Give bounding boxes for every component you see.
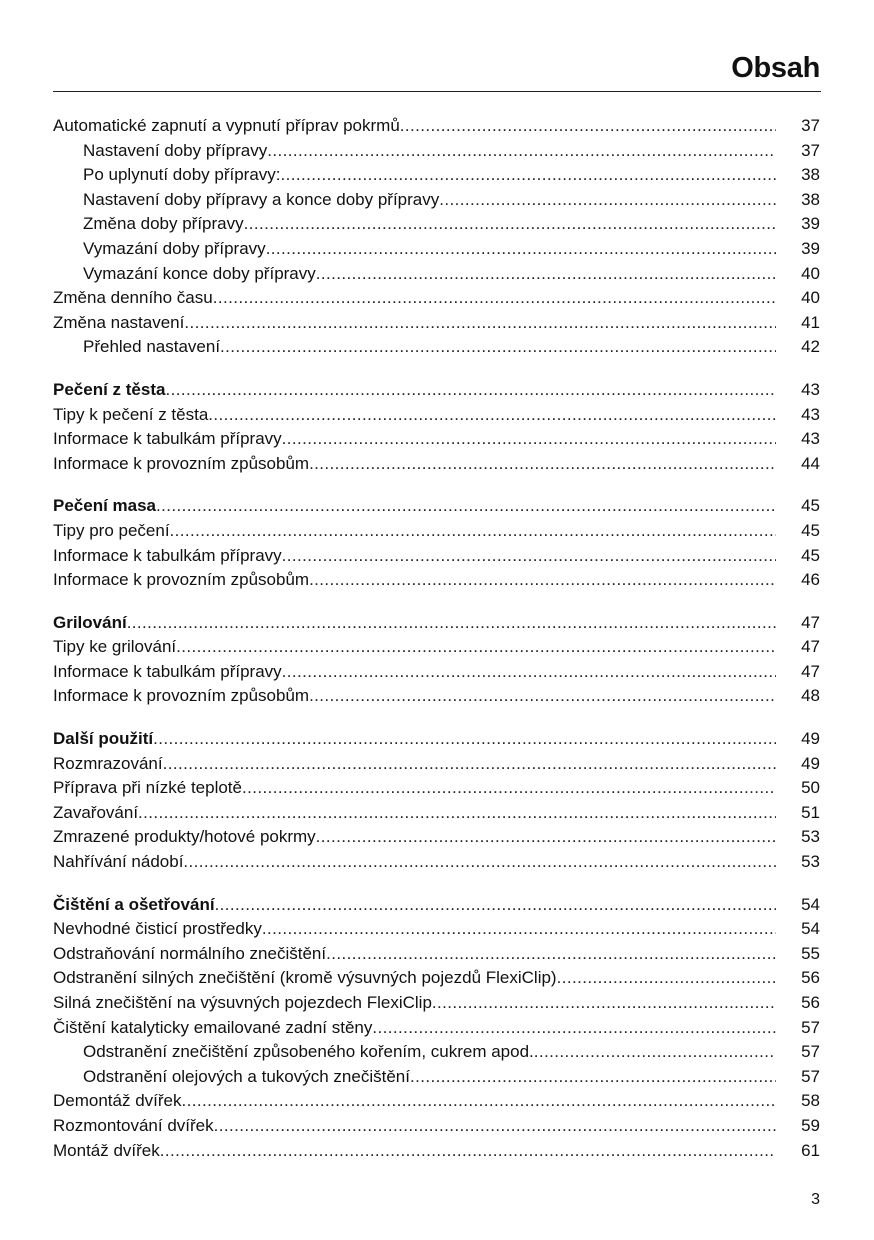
toc-entry-label: Další použití — [53, 729, 154, 749]
toc-entry[interactable] — [53, 286, 820, 311]
dot-leader — [316, 825, 776, 850]
toc-entry-label: Po uplynutí doby přípravy: — [83, 165, 281, 185]
toc-entry-label: Zmrazené produkty/hotové pokrmy — [53, 827, 316, 847]
toc-entry-page: 45 — [801, 496, 820, 516]
dot-leader — [326, 942, 776, 967]
toc-entry-page: 38 — [801, 165, 820, 185]
toc-entry[interactable] — [53, 1040, 820, 1065]
toc-group — [53, 114, 820, 360]
dot-leader — [163, 752, 776, 777]
toc-section-heading[interactable] — [53, 611, 820, 636]
toc-entry-label: Zavařování — [53, 802, 139, 822]
toc-entry[interactable] — [53, 139, 820, 164]
dot-leader — [220, 335, 776, 360]
toc-entry-page: 39 — [801, 214, 820, 234]
dot-leader — [282, 544, 776, 569]
dot-leader — [410, 1065, 776, 1090]
toc-entry-page: 43 — [801, 429, 820, 449]
toc-group — [53, 727, 820, 875]
toc-entry[interactable] — [53, 684, 820, 709]
toc-group — [53, 378, 820, 476]
toc-entry[interactable] — [53, 801, 820, 826]
dot-leader — [281, 163, 776, 188]
toc-entry-page: 50 — [801, 778, 820, 798]
toc-entry-page: 58 — [801, 1091, 820, 1111]
toc-entry-label: Změna nastavení — [53, 312, 185, 332]
dot-leader — [182, 1089, 777, 1114]
dot-leader — [309, 684, 776, 709]
dot-leader — [282, 660, 776, 685]
dot-leader — [165, 378, 776, 403]
toc-entry-page: 54 — [801, 919, 820, 939]
toc-entry-page: 49 — [801, 753, 820, 773]
toc-entry-label: Odstranění znečištění způsobeného kořením, cukrem apod. — [83, 1042, 534, 1062]
dot-leader — [244, 212, 776, 237]
toc-entry[interactable] — [53, 335, 820, 360]
dot-leader — [439, 188, 776, 213]
dot-leader — [138, 801, 776, 826]
toc-entry-page: 55 — [801, 943, 820, 963]
toc-entry[interactable] — [53, 568, 820, 593]
toc-entry[interactable] — [53, 403, 820, 428]
dot-leader — [266, 237, 776, 262]
page-number: 3 — [811, 1191, 820, 1208]
toc-entry-label: Informace k tabulkám přípravy — [53, 429, 282, 449]
toc-entry[interactable] — [53, 966, 820, 991]
toc-entry-label: Rozmontování dvířek — [53, 1115, 214, 1135]
toc-entry[interactable] — [53, 825, 820, 850]
toc-entry-page: 38 — [801, 189, 820, 209]
dot-leader — [215, 893, 776, 918]
toc-entry[interactable] — [53, 163, 820, 188]
toc-entry-label: Vymazání konce doby přípravy — [83, 263, 316, 283]
dot-leader — [127, 611, 776, 636]
toc-entry-page: 47 — [801, 661, 820, 681]
dot-leader — [316, 262, 776, 287]
toc-group — [53, 611, 820, 709]
toc-entry[interactable] — [53, 752, 820, 777]
toc-entry[interactable] — [53, 114, 820, 139]
toc-entry[interactable] — [53, 917, 820, 942]
dot-leader — [534, 1040, 776, 1065]
toc-entry[interactable] — [53, 776, 820, 801]
toc-entry-page: 43 — [801, 379, 820, 399]
toc-entry[interactable] — [53, 991, 820, 1016]
page-title: Obsah — [731, 52, 820, 84]
toc-entry-label: Čištění a ošetřování — [53, 894, 215, 914]
toc-entry-label: Informace k provozním způsobům — [53, 570, 310, 590]
dot-leader — [372, 1016, 776, 1041]
toc-entry-page: 54 — [801, 894, 820, 914]
toc-entry-label: Nastavení doby přípravy a konce doby přípravy — [83, 189, 440, 209]
toc-entry-page: 57 — [801, 1042, 820, 1062]
toc-entry-label: Nevhodné čisticí prostředky — [53, 919, 262, 939]
toc-entry-label: Pečení masa — [53, 496, 157, 516]
dot-leader — [153, 727, 776, 752]
toc-entry-label: Nahřívání nádobí — [53, 852, 184, 872]
toc-entry[interactable] — [53, 519, 820, 544]
table-of-contents — [53, 114, 820, 1163]
toc-entry-page: 49 — [801, 729, 820, 749]
dot-leader — [282, 427, 776, 452]
toc-entry-label: Informace k tabulkám přípravy — [53, 545, 282, 565]
toc-entry-label: Informace k provozním způsobům — [53, 686, 310, 706]
dot-leader — [214, 1114, 776, 1139]
toc-entry-label: Čištění katalyticky emailované zadní stěny — [53, 1017, 373, 1037]
toc-entry-page: 56 — [801, 993, 820, 1012]
toc-entry-label: Nastavení doby přípravy — [83, 140, 268, 160]
toc-entry-label: Odstranění olejových a tukových znečištění — [83, 1066, 410, 1086]
toc-entry-page: 61 — [801, 1140, 820, 1160]
toc-entry[interactable] — [53, 660, 820, 685]
toc-entry-label: Automatické zapnutí a vypnutí příprav pokrmů — [53, 116, 400, 135]
dot-leader — [176, 635, 776, 660]
toc-entry-label: Tipy pro pečení — [53, 520, 170, 540]
dot-leader — [262, 917, 776, 942]
toc-entry-label: Tipy ke grilování — [53, 637, 177, 657]
dot-leader — [160, 1139, 776, 1164]
toc-entry-page: 45 — [801, 545, 820, 565]
toc-group — [53, 893, 820, 1164]
toc-entry-label: Pečení z těsta — [53, 379, 166, 399]
toc-entry-page: 43 — [801, 404, 820, 424]
dot-leader — [267, 139, 776, 164]
toc-entry[interactable] — [53, 427, 820, 452]
toc-entry[interactable] — [53, 1114, 820, 1139]
toc-entry-label: Demontáž dvířek — [53, 1091, 182, 1111]
dot-leader — [213, 286, 776, 311]
toc-entry-page: 57 — [801, 1066, 820, 1086]
toc-entry[interactable] — [53, 1016, 820, 1041]
toc-section-heading[interactable] — [53, 378, 820, 403]
toc-entry-page: 51 — [801, 802, 820, 822]
toc-entry-label: Montáž dvířek — [53, 1140, 160, 1160]
dot-leader — [184, 311, 776, 336]
toc-group — [53, 494, 820, 592]
dot-leader — [242, 776, 776, 801]
toc-entry-page: 37 — [801, 116, 820, 135]
toc-entry-page: 53 — [801, 852, 820, 872]
toc-entry[interactable] — [53, 544, 820, 569]
dot-leader — [170, 519, 776, 544]
toc-entry-label: Silná znečištění na výsuvných pojezdech FlexiClip — [53, 993, 432, 1012]
toc-entry-label: Vymazání doby přípravy — [83, 238, 266, 258]
dot-leader — [208, 403, 776, 428]
toc-entry-page: 40 — [801, 288, 820, 308]
dot-leader — [309, 452, 776, 477]
dot-leader — [400, 114, 776, 139]
toc-entry-page: 56 — [801, 968, 820, 988]
dot-leader — [183, 850, 776, 875]
toc-entry-page: 57 — [801, 1017, 820, 1037]
toc-entry-page: 44 — [801, 453, 820, 473]
toc-entry-label: Rozmrazování — [53, 753, 163, 773]
toc-entry-label: Příprava při nízké teplotě — [53, 778, 242, 798]
toc-entry-page: 48 — [801, 686, 820, 706]
toc-entry-page: 45 — [801, 520, 820, 540]
toc-entry-label: Změna doby přípravy — [83, 214, 244, 234]
toc-entry[interactable] — [53, 212, 820, 237]
dot-leader — [309, 568, 776, 593]
toc-entry-page: 42 — [801, 337, 820, 357]
toc-entry[interactable] — [53, 311, 820, 336]
toc-entry-page: 46 — [801, 570, 820, 590]
toc-entry-page: 39 — [801, 238, 820, 258]
toc-entry[interactable] — [53, 942, 820, 967]
toc-entry[interactable] — [53, 1065, 820, 1090]
toc-section-heading[interactable] — [53, 494, 820, 519]
toc-entry[interactable] — [53, 635, 820, 660]
toc-entry[interactable] — [53, 188, 820, 213]
toc-entry-page: 53 — [801, 827, 820, 847]
dot-leader — [557, 966, 776, 991]
toc-entry-page: 40 — [801, 263, 820, 283]
toc-entry-label: Změna denního času — [53, 288, 213, 308]
toc-entry-page: 37 — [801, 140, 820, 160]
dot-leader — [432, 991, 776, 1016]
toc-entry-label: Grilování — [53, 612, 127, 632]
toc-entry-label: Tipy k pečení z těsta — [53, 404, 209, 424]
toc-entry-label: Odstraňování normálního znečištění — [53, 943, 327, 963]
toc-entry-page: 59 — [801, 1115, 820, 1135]
toc-entry[interactable] — [53, 262, 820, 287]
toc-entry-label: Informace k tabulkám přípravy — [53, 661, 282, 681]
toc-entry-label: Odstranění silných znečištění (kromě výsuvných pojezdů FlexiClip) — [53, 968, 557, 988]
toc-entry[interactable] — [53, 237, 820, 262]
toc-section-heading[interactable] — [53, 893, 820, 918]
title-divider — [53, 91, 821, 92]
toc-entry-label: Informace k provozním způsobům — [53, 453, 310, 473]
toc-entry-page: 47 — [801, 637, 820, 657]
toc-entry[interactable] — [53, 452, 820, 477]
dot-leader — [156, 494, 776, 519]
toc-entry[interactable] — [53, 1139, 820, 1164]
toc-entry-page: 41 — [801, 312, 820, 332]
toc-entry[interactable] — [53, 850, 820, 875]
toc-entry[interactable] — [53, 1089, 820, 1114]
toc-section-heading[interactable] — [53, 727, 820, 752]
toc-entry-label: Přehled nastavení — [83, 337, 221, 357]
toc-entry-page: 47 — [801, 612, 820, 632]
